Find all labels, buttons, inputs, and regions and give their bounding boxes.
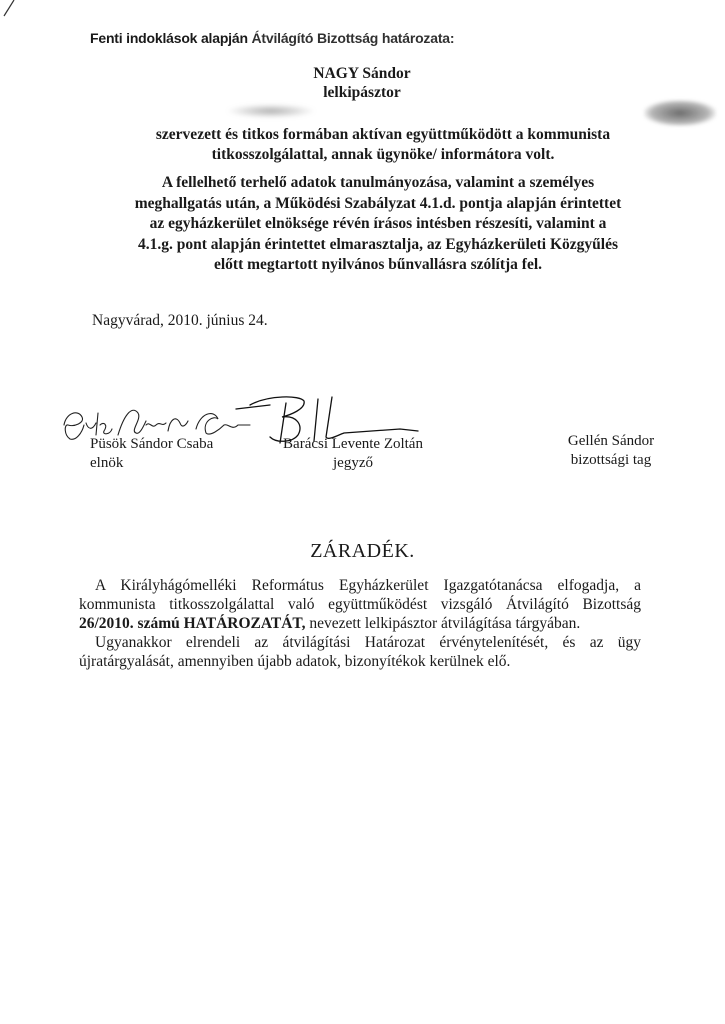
clause-body <box>79 576 641 671</box>
scan-smudge <box>644 100 716 126</box>
signatory-secretary <box>272 435 434 473</box>
intro-line <box>90 30 454 46</box>
signatory-role: elnök <box>90 455 124 471</box>
signatory-name: Gellén Sándor <box>567 433 655 449</box>
reasoning-line: 4.1.g. pont alapján érintettet elmarasztalja, az Egyházkerületi Közgyűlés <box>138 235 618 253</box>
clause-p1-start: A Királyhágómelléki Református Egyházkerület Igazgatótanácsa elfogadja, a kommunista titkosszolgálattal való együttműködést vizsgáló Átvilágító Bizottság <box>79 577 641 613</box>
reasoning-line: előtt megtartott nyilvános bűnvallásra szólítja fel. <box>213 256 543 273</box>
clause-resolution-number: 26/2010. számú HATÁROZATÁT, <box>79 615 306 632</box>
signature-section <box>0 395 725 505</box>
reasoning-line: az egyházkerület elnöksége révén írásos intésben részesíti, valamint a <box>149 215 607 232</box>
signatory-role: bizottsági tag <box>570 452 652 468</box>
subject-title: lelkipásztor <box>323 84 401 101</box>
intro-rest: Átvilágító Bizottság határozata: <box>247 30 455 46</box>
verdict-line: szervezett és titkos formában aktívan együttműködött a kommunista <box>155 126 611 143</box>
signatory-president <box>90 435 213 473</box>
clause-paragraph-1 <box>79 576 641 633</box>
subject-name: NAGY Sándor <box>313 65 411 82</box>
intro-prefix: Fenti indoklások alapján <box>90 30 248 46</box>
subject-block <box>262 64 462 102</box>
scan-corner-mark <box>0 0 30 20</box>
clause-p1-end: nevezett lelkipásztor átvilágítása tárgyában. <box>305 615 581 632</box>
signatory-name: Püsök Sándor Csaba <box>90 436 214 452</box>
clause-paragraph-2: Ugyanakkor elrendeli az átvilágítási Határozat érvénytelenítését, és az ügy újratárgyalását, amennyiben újabb adatok, bizonyítékok kerülnek elő. <box>79 634 641 670</box>
signatory-member <box>546 432 676 470</box>
reasoning-line: A fellelhető terhelő adatok tanulmányozása, valamint a személyes <box>161 174 595 191</box>
verdict-line: titkosszolgálattal, annak ügynöke/ informátora volt. <box>211 146 555 163</box>
place-date: Nagyvárad, 2010. június 24. <box>92 312 268 329</box>
signatory-role: jegyző <box>333 455 373 471</box>
redaction-smudge <box>226 104 316 118</box>
clause-title: ZÁRADÉK. <box>310 540 415 562</box>
reasoning-line: meghallgatás után, a Működési Szabályzat 4.1.d. pontja alapján érintettet <box>134 194 622 212</box>
verdict-text <box>100 125 666 165</box>
signatory-name: Barácsi Levente Zoltán <box>283 436 423 452</box>
reasoning-text <box>78 173 678 276</box>
